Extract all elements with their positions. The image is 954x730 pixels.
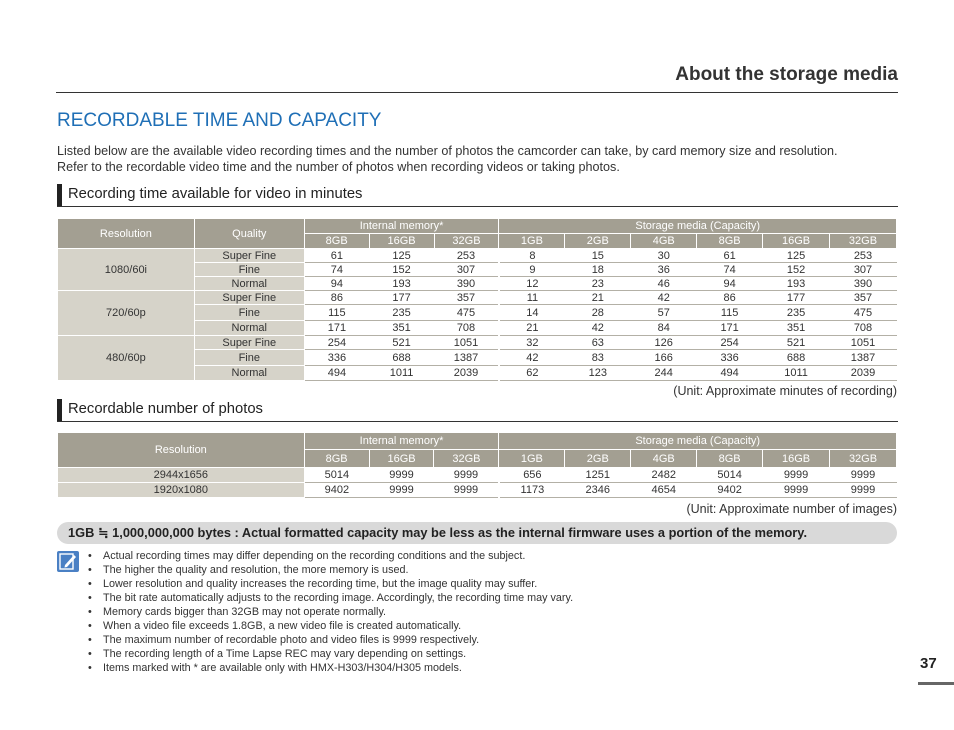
value-cell: 36: [631, 263, 697, 277]
size-header-internal: 32GB: [434, 234, 499, 249]
value-cell: 177: [369, 291, 434, 305]
value-cell: 9402: [697, 483, 763, 498]
value-cell: 9402: [304, 483, 369, 498]
value-cell: 4654: [631, 483, 697, 498]
subheading-text: Recordable number of photos: [68, 401, 263, 417]
value-cell: 21: [499, 321, 565, 336]
resolution-cell: 720/60p: [58, 291, 195, 336]
value-cell: 9999: [434, 468, 499, 483]
group-header-storage: Storage media (Capacity): [499, 219, 897, 234]
value-cell: 9999: [830, 483, 897, 498]
value-cell: 253: [434, 249, 499, 263]
value-cell: 235: [369, 305, 434, 321]
intro-line: Refer to the recordable video time and the number of photos when recording videos or taking photos.: [57, 160, 620, 174]
value-cell: 1387: [434, 350, 499, 366]
note-item: • When a video file exceeds 1.8GB, a new video file is created automatically.: [85, 619, 573, 633]
quality-cell: Fine: [194, 350, 304, 366]
video-recording-time-table: [57, 218, 897, 381]
capacity-note-bar: [57, 522, 897, 544]
value-cell: 126: [631, 336, 697, 350]
value-cell: 125: [763, 249, 830, 263]
intro-line: Listed below are the available video recording times and the number of photos the camcorder can take, by card memory size and resolution.: [57, 144, 838, 158]
value-cell: 42: [631, 291, 697, 305]
value-cell: 166: [631, 350, 697, 366]
size-header-storage: 2GB: [565, 234, 631, 249]
value-cell: 1387: [830, 350, 897, 366]
video-table-subheading: [57, 184, 898, 207]
value-cell: 125: [369, 249, 434, 263]
value-cell: 171: [697, 321, 763, 336]
value-cell: 9999: [434, 483, 499, 498]
quality-cell: Super Fine: [194, 291, 304, 305]
note-item: • The higher the quality and resolution, the more memory is used.: [85, 563, 573, 577]
value-cell: 2039: [830, 366, 897, 381]
table-row: [58, 336, 897, 350]
value-cell: 351: [369, 321, 434, 336]
value-cell: 9999: [763, 468, 830, 483]
value-cell: 42: [565, 321, 631, 336]
quality-cell: Super Fine: [194, 249, 304, 263]
group-header-internal: Internal memory*: [304, 219, 499, 234]
value-cell: 235: [763, 305, 830, 321]
value-cell: 1051: [434, 336, 499, 350]
value-cell: 21: [565, 291, 631, 305]
note-item: • The maximum number of recordable photo and video files is 9999 respectively.: [85, 633, 573, 647]
capacity-note-text: 1GB ≒ 1,000,000,000 bytes : Actual formatted capacity may be less as the internal firmware uses a portion of the memory.: [68, 525, 807, 540]
value-cell: 152: [763, 263, 830, 277]
value-cell: 1011: [763, 366, 830, 381]
value-cell: 9999: [830, 468, 897, 483]
value-cell: 193: [763, 277, 830, 291]
size-header-storage: 16GB: [763, 450, 830, 468]
value-cell: 74: [697, 263, 763, 277]
value-cell: 61: [304, 249, 369, 263]
photo-table-subheading: [57, 399, 898, 422]
value-cell: 336: [697, 350, 763, 366]
size-header-storage: 8GB: [697, 450, 763, 468]
value-cell: 390: [434, 277, 499, 291]
value-cell: 253: [830, 249, 897, 263]
value-cell: 307: [434, 263, 499, 277]
subheading-bar: [57, 184, 62, 206]
page-number-rule: [918, 682, 954, 685]
intro-paragraph: [57, 143, 902, 175]
note-item: • The recording length of a Time Lapse REC may vary depending on settings.: [85, 647, 573, 661]
table-row: [58, 291, 897, 305]
size-header-storage: 32GB: [830, 234, 897, 249]
value-cell: 94: [304, 277, 369, 291]
value-cell: 688: [369, 350, 434, 366]
value-cell: 193: [369, 277, 434, 291]
col-header-resolution: Resolution: [58, 219, 195, 249]
value-cell: 5014: [697, 468, 763, 483]
size-header-internal: 32GB: [434, 450, 499, 468]
value-cell: 123: [565, 366, 631, 381]
size-header-storage: 16GB: [763, 234, 830, 249]
group-header-storage: Storage media (Capacity): [499, 433, 897, 450]
quality-cell: Normal: [194, 321, 304, 336]
col-header-quality: Quality: [194, 219, 304, 249]
value-cell: 244: [631, 366, 697, 381]
quality-cell: Fine: [194, 305, 304, 321]
value-cell: 86: [697, 291, 763, 305]
value-cell: 307: [830, 263, 897, 277]
value-cell: 254: [697, 336, 763, 350]
size-header-storage: 4GB: [631, 450, 697, 468]
value-cell: 28: [565, 305, 631, 321]
value-cell: 708: [434, 321, 499, 336]
value-cell: 62: [499, 366, 565, 381]
value-cell: 11: [499, 291, 565, 305]
header-title: About the storage media: [675, 64, 898, 85]
value-cell: 8: [499, 249, 565, 263]
page-header: [56, 64, 898, 93]
value-cell: 177: [763, 291, 830, 305]
value-cell: 2039: [434, 366, 499, 381]
note-item: • Actual recording times may differ depending on the recording conditions and the subject.: [85, 549, 573, 563]
recordable-photos-table: [57, 432, 897, 498]
note-item: • The bit rate automatically adjusts to the recording image. Accordingly, the recording time may vary.: [85, 591, 573, 605]
photo-unit-note: (Unit: Approximate number of images): [686, 502, 897, 516]
value-cell: 494: [304, 366, 369, 381]
memo-pencil-icon: [57, 551, 79, 572]
note-item: • Items marked with * are available only with HMX-H303/H304/H305 models.: [85, 661, 573, 675]
subheading-text: Recording time available for video in minutes: [68, 186, 363, 202]
value-cell: 336: [304, 350, 369, 366]
video-unit-note: (Unit: Approximate minutes of recording): [673, 384, 897, 398]
value-cell: 94: [697, 277, 763, 291]
size-header-internal: 16GB: [369, 450, 434, 468]
page-number: 37: [920, 655, 937, 672]
value-cell: 83: [565, 350, 631, 366]
value-cell: 1251: [565, 468, 631, 483]
value-cell: 1011: [369, 366, 434, 381]
size-header-storage: 1GB: [499, 450, 565, 468]
size-header-storage: 8GB: [697, 234, 763, 249]
value-cell: 357: [830, 291, 897, 305]
value-cell: 254: [304, 336, 369, 350]
value-cell: 15: [565, 249, 631, 263]
value-cell: 63: [565, 336, 631, 350]
section-title: RECORDABLE TIME AND CAPACITY: [57, 110, 382, 131]
value-cell: 9999: [763, 483, 830, 498]
size-header-storage: 4GB: [631, 234, 697, 249]
value-cell: 475: [434, 305, 499, 321]
resolution-cell: 1920x1080: [58, 483, 305, 498]
value-cell: 23: [565, 277, 631, 291]
value-cell: 84: [631, 321, 697, 336]
value-cell: 708: [830, 321, 897, 336]
value-cell: 86: [304, 291, 369, 305]
value-cell: 521: [763, 336, 830, 350]
quality-cell: Normal: [194, 366, 304, 381]
table-row: [58, 483, 897, 498]
value-cell: 30: [631, 249, 697, 263]
value-cell: 32: [499, 336, 565, 350]
value-cell: 521: [369, 336, 434, 350]
value-cell: 390: [830, 277, 897, 291]
value-cell: 494: [697, 366, 763, 381]
resolution-cell: 2944x1656: [58, 468, 305, 483]
size-header-storage: 2GB: [565, 450, 631, 468]
value-cell: 74: [304, 263, 369, 277]
value-cell: 9999: [369, 483, 434, 498]
value-cell: 656: [499, 468, 565, 483]
quality-cell: Normal: [194, 277, 304, 291]
value-cell: 14: [499, 305, 565, 321]
quality-cell: Fine: [194, 263, 304, 277]
size-header-internal: 16GB: [369, 234, 434, 249]
value-cell: 61: [697, 249, 763, 263]
value-cell: 351: [763, 321, 830, 336]
value-cell: 115: [697, 305, 763, 321]
resolution-cell: 480/60p: [58, 336, 195, 381]
value-cell: 9: [499, 263, 565, 277]
resolution-cell: 1080/60i: [58, 249, 195, 291]
group-header-internal: Internal memory*: [304, 433, 499, 450]
value-cell: 1051: [830, 336, 897, 350]
value-cell: 12: [499, 277, 565, 291]
value-cell: 42: [499, 350, 565, 366]
notes-list: [85, 549, 573, 675]
value-cell: 57: [631, 305, 697, 321]
col-header-resolution: Resolution: [58, 433, 305, 468]
subheading-bar: [57, 399, 62, 421]
value-cell: 152: [369, 263, 434, 277]
note-item: • Lower resolution and quality increases the recording time, but the image quality may suffer.: [85, 577, 573, 591]
value-cell: 2482: [631, 468, 697, 483]
value-cell: 357: [434, 291, 499, 305]
value-cell: 5014: [304, 468, 369, 483]
value-cell: 115: [304, 305, 369, 321]
table-row: [58, 468, 897, 483]
size-header-internal: 8GB: [304, 450, 369, 468]
value-cell: 475: [830, 305, 897, 321]
value-cell: 9999: [369, 468, 434, 483]
value-cell: 1173: [499, 483, 565, 498]
value-cell: 46: [631, 277, 697, 291]
quality-cell: Super Fine: [194, 336, 304, 350]
value-cell: 2346: [565, 483, 631, 498]
size-header-storage: 1GB: [499, 234, 565, 249]
value-cell: 688: [763, 350, 830, 366]
table-row: [58, 249, 897, 263]
size-header-internal: 8GB: [304, 234, 369, 249]
value-cell: 171: [304, 321, 369, 336]
note-item: • Memory cards bigger than 32GB may not operate normally.: [85, 605, 573, 619]
size-header-storage: 32GB: [830, 450, 897, 468]
value-cell: 18: [565, 263, 631, 277]
